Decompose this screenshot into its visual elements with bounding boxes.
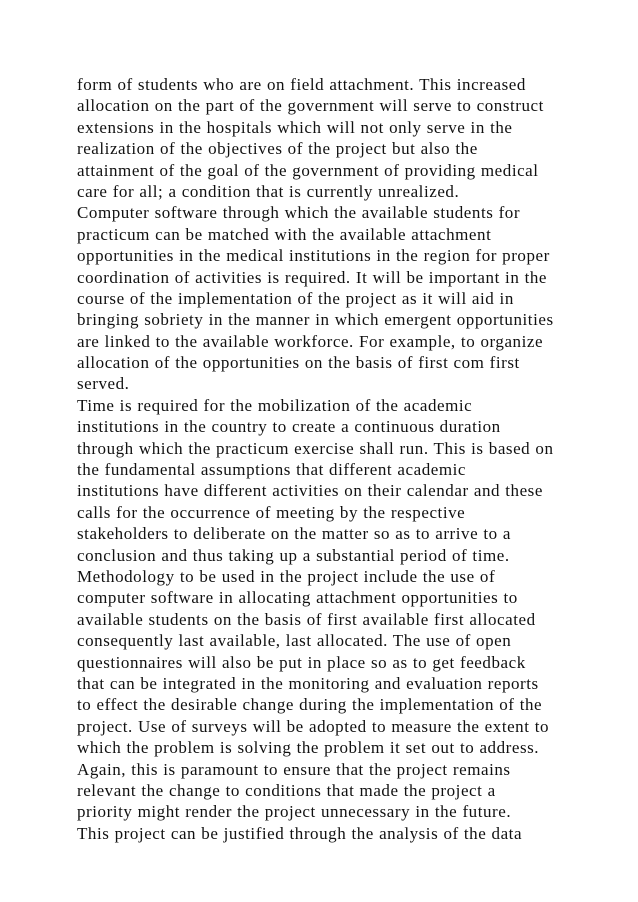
text-line: to effect the desirable change during the implementation of the [77, 695, 543, 715]
text-line: stakeholders to deliberate on the matter so as to arrive to a [77, 524, 512, 544]
text-line: institutions have different activities on their calendar and these [77, 481, 543, 501]
text-line: the fundamental assumptions that different academic [77, 460, 466, 480]
text-line: are linked to the available workforce. For example, to organize [77, 331, 544, 351]
text-line: opportunities in the medical institutions in the region for proper [77, 246, 550, 266]
text-line: bringing sobriety in the manner in which emergent opportunities [77, 310, 554, 330]
text-line: Computer software through which the available students for [77, 203, 521, 223]
text-line: extensions in the hospitals which will not only serve in the [77, 117, 513, 137]
text-line: project. Use of surveys will be adopted to measure the extent to [77, 716, 550, 736]
text-line: that can be integrated in the monitoring and evaluation reports [77, 673, 539, 693]
text-line: conclusion and thus taking up a substantial period of time. [77, 545, 510, 565]
text-line: computer software in allocating attachment opportunities to [77, 588, 518, 608]
text-line: Methodology to be used in the project include the use of [77, 566, 496, 586]
text-line: through which the practicum exercise shall run. This is based on [77, 438, 554, 458]
text-line: calls for the occurrence of meeting by the respective [77, 502, 466, 522]
text-line: This project can be justified through the analysis of the data [77, 823, 523, 843]
text-line: consequently last available, last allocated. The use of open [77, 631, 512, 651]
text-line: form of students who are on field attachment. This increased [77, 75, 526, 94]
text-line: priority might render the project unnecessary in the future. [77, 802, 512, 822]
text-line: realization of the objectives of the project but also the [77, 139, 478, 159]
text-line: course of the implementation of the project as it will aid in [77, 288, 514, 308]
body-text [77, 74, 597, 844]
text-line: attainment of the goal of the government of providing medical [77, 160, 539, 180]
text-line: Again, this is paramount to ensure that the project remains [77, 759, 511, 779]
text-line: practicum can be matched with the available attachment [77, 224, 492, 244]
text-line: allocation on the part of the government will serve to construct [77, 96, 544, 116]
text-line: relevant the change to conditions that made the project a [77, 780, 496, 800]
text-line: available students on the basis of first available first allocated [77, 609, 536, 629]
text-line: questionnaires will also be put in place so as to get feedback [77, 652, 526, 672]
text-line: coordination of activities is required. It will be important in the [77, 267, 547, 287]
text-line: served. [77, 374, 130, 394]
text-line: allocation of the opportunities on the basis of first com first [77, 353, 520, 373]
text-line: Time is required for the mobilization of the academic [77, 395, 473, 415]
text-line: which the problem is solving the problem it set out to address. [77, 738, 540, 758]
text-line: institutions in the country to create a continuous duration [77, 417, 501, 437]
text-line: care for all; a condition that is currently unrealized. [77, 181, 460, 201]
